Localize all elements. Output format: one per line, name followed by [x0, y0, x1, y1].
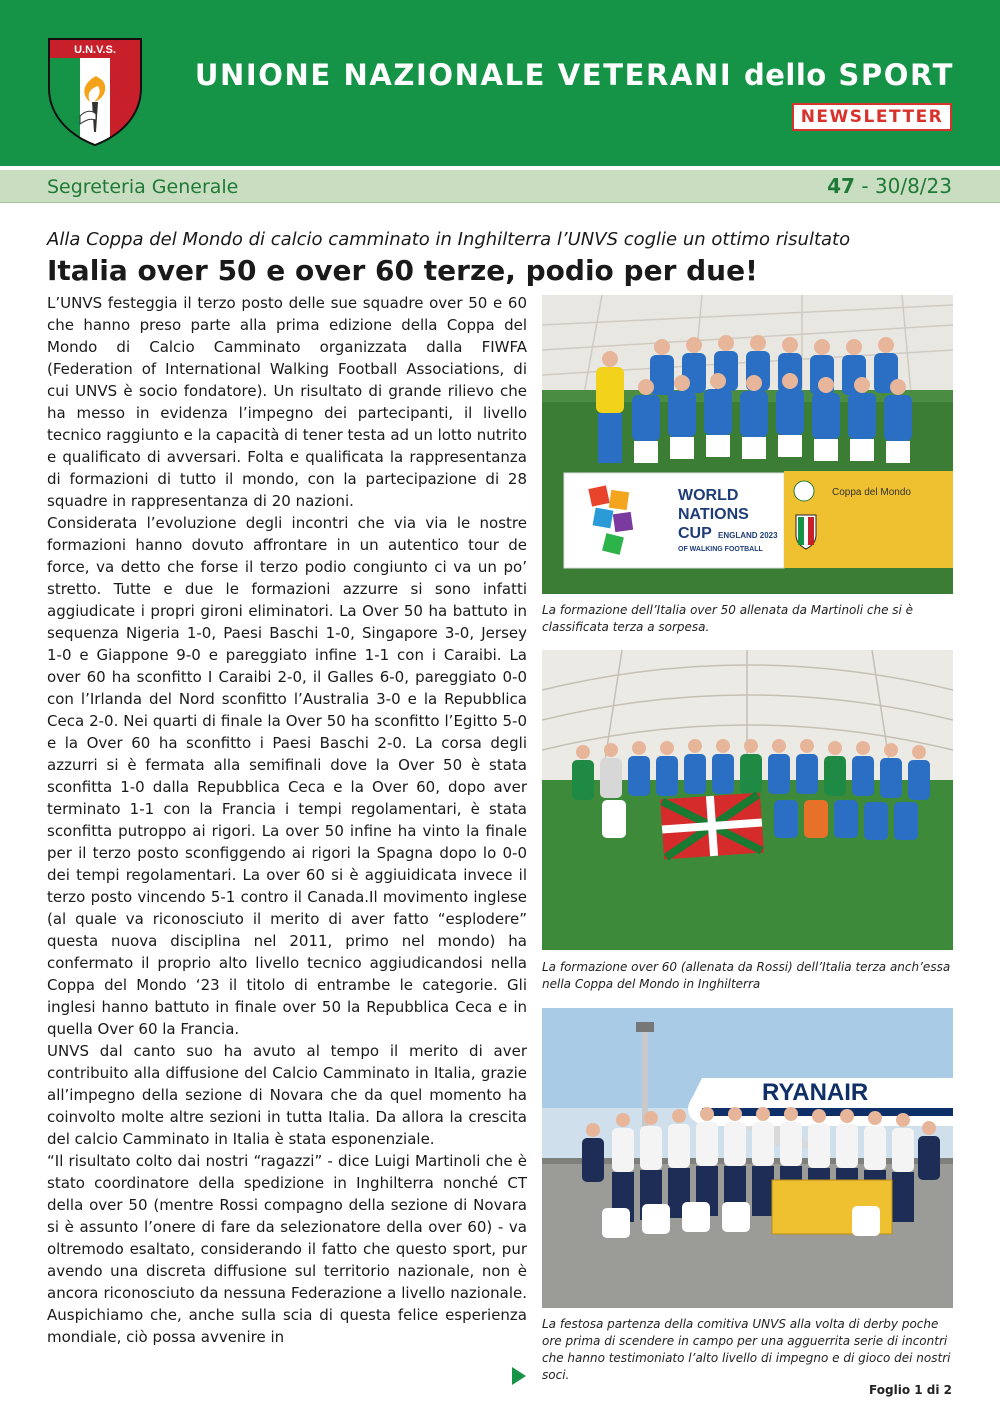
photo-over60-team — [542, 650, 953, 950]
article-kicker: Alla Coppa del Mondo di calcio camminato in Inghilterra l’UNVS coglie un ottimo risultato — [47, 229, 851, 250]
photo-caption-1: La formazione dell’Italia over 50 allenata da Martinoli che si è classificata terza a sorpesa. — [542, 603, 914, 634]
article-headline: Italia over 50 e over 60 terze, podio per due! — [47, 254, 758, 287]
article-body — [47, 292, 527, 1348]
article-paragraph: “Il risultato colto dai nostri “ragazzi” - dice Luigi Martinoli che è stato coordinatore della spedizione in Inghilterra nonché CT della over 50 (mentre Rossi compagno della sezione di Novara si è assunto l’onere di fare da selezionatore della over 60) - va oltremodo esaltato, considerando il fatto che questo sport, pur avendo una discreta diffusione sul territorio nazionale, non è ancora riconosciuto da nessuna Federazione a livello nazionale. Auspichiamo che, anche sulla scia di questa felice esperienza mondiale, ciò possa avvenire in — [47, 1152, 527, 1346]
banner-line-3: CUP — [678, 525, 712, 542]
page-folio: Foglio 1 di 2 — [869, 1383, 952, 1397]
photo-caption-2: La formazione over 60 (allenata da Rossi) dell’Italia terza anch’essa nella Coppa del Mondo in Inghilterra — [542, 960, 951, 991]
segreteria-label: Segreteria Generale — [47, 176, 239, 198]
banner-line-4: ENGLAND 2023 — [718, 531, 778, 540]
team-photo-illustration — [542, 650, 953, 950]
plane-livery-text: RYANAIR — [762, 1079, 869, 1106]
play-triangle-icon[interactable] — [512, 1367, 526, 1385]
article-paragraph: UNVS dal canto suo ha avuto al tempo il merito di aver contribuito alla diffusione del Calcio Camminato in Italia, grazie all’impegno della sezione di Novara che da quel momento ha coinvolto molte altre sezioni in tutta Italia. Da allora la crescita del calcio Camminato in Italia è stata esponenziale. — [47, 1042, 527, 1148]
banner-line-2: NATIONS — [678, 506, 749, 523]
article-paragraph: L’UNVS festeggia il terzo posto delle sue squadre over 50 e 60 che hanno preso parte alla prima edizione della Coppa del Mondo di Calcio Camminato organizzata dalla FIWFA (Federation of International Walking Football Associations, di cui UNVS è socio fondatore). Un risultato di grande rilievo che ha messo in evidenza l’impegno dei partecipanti, il livello tecnico raggiunto e la capacità di tener testa ad un lotto nutrito e qualificato di avversari. Folta e qualificata la rappresentanza di formazioni di tutto il mondo, con la partecipazione di 28 squadre in rappresentanza di 20 nazioni. — [47, 294, 527, 510]
photo-over50-team — [542, 295, 953, 594]
departure-photo-illustration — [542, 1008, 953, 1308]
masthead — [0, 0, 1000, 166]
article-paragraph: Considerata l’evoluzione degli incontri che via via le nostre formazioni hanno dovuto affrontare in un autentico tour de force, va detto che forse il terzo podio congiunto ci va un po’ stretto. Tutte e due le formazioni azzurre si sono infatti aggiudicate i propri gironi eliminatori. La Over 50 ha battuto in sequenza Nigeria 1-0, Paesi Baschi 1-0, Singapore 3-0, Jersey 1-0 e Giappone 9-0 e pareggiato infine 1-1 con i Caraibi. La over 60 ha sconfitto I Caraibi 2-0, il Galles 6-0, pareggiato 0-0 con l’Irlanda del Nord sconfitto l’Australia 3-0 e la Repubblica Ceca 2-0. Nei quarti di finale la Over 50 ha sconfitto l’Egitto 5-0 e la Over 60 ha sconfitto i Paesi Baschi 2-0. La corsa degli azzurri si è fermata alla semifinali dove la Over 50 è stata sconfitta 1-0 dalla Repubblica Ceca e la Over 60, dopo aver terminato 1-1 con la Francia i tempi regolamentari, è stata sconfitta putroppo ai rigori. La over 50 infine ha vinto la finale per il terzo posto sconfiggendo ai rigori la Spagna dopo lo 0-0 dei tempi regolamentari. La over 60 si è aggiuidicata invece il terzo posto vincendo 5-1 contro il Canada.Il movimento inglese (al quale va riconosciuto il merito di aver fatto “esplodere” questa nuova disciplina nel 2011, primo nel mondo) ha confermato il proprio alto livello tecnico aggiudicandosi nella Coppa del Mondo ‘23 il titolo di entrambe le categorie. Gli inglesi hanno battuto in finale over 50 la Repubblica Ceca e in quella Over 60 la Francia. — [47, 514, 527, 1038]
unvs-shield-logo — [46, 36, 144, 148]
logo-text: U.N.V.S. — [74, 44, 116, 56]
issue-date: - 30/8/23 — [861, 174, 952, 198]
banner-line-1: WORLD — [678, 487, 739, 504]
basque-flag — [660, 793, 764, 860]
side-banner-text: Coppa del Mondo — [832, 487, 911, 498]
org-title-main: UNIONE NAZIONALE VETERANI — [194, 58, 733, 92]
photo-departure — [542, 1008, 953, 1308]
newsletter-badge: NEWSLETTER — [792, 103, 952, 131]
issue-number: 47 — [827, 174, 855, 198]
team-photo-illustration — [542, 295, 953, 594]
issue-info — [827, 174, 952, 198]
org-title-lower: dello — [743, 58, 827, 92]
section-bar — [0, 170, 1000, 203]
photo-caption-3: La festosa partenza della comitiva UNVS alla volta di derby poche ore prima di scendere in campo per una agguerrita serie di incontri che hanno testimoniato l’alto livello di impegno e di gioco dei nostri soci. — [542, 1317, 951, 1382]
banner-line-5: OF WALKING FOOTBALL — [678, 546, 763, 553]
org-title-end: SPORT — [838, 58, 954, 92]
organization-title — [195, 58, 954, 92]
